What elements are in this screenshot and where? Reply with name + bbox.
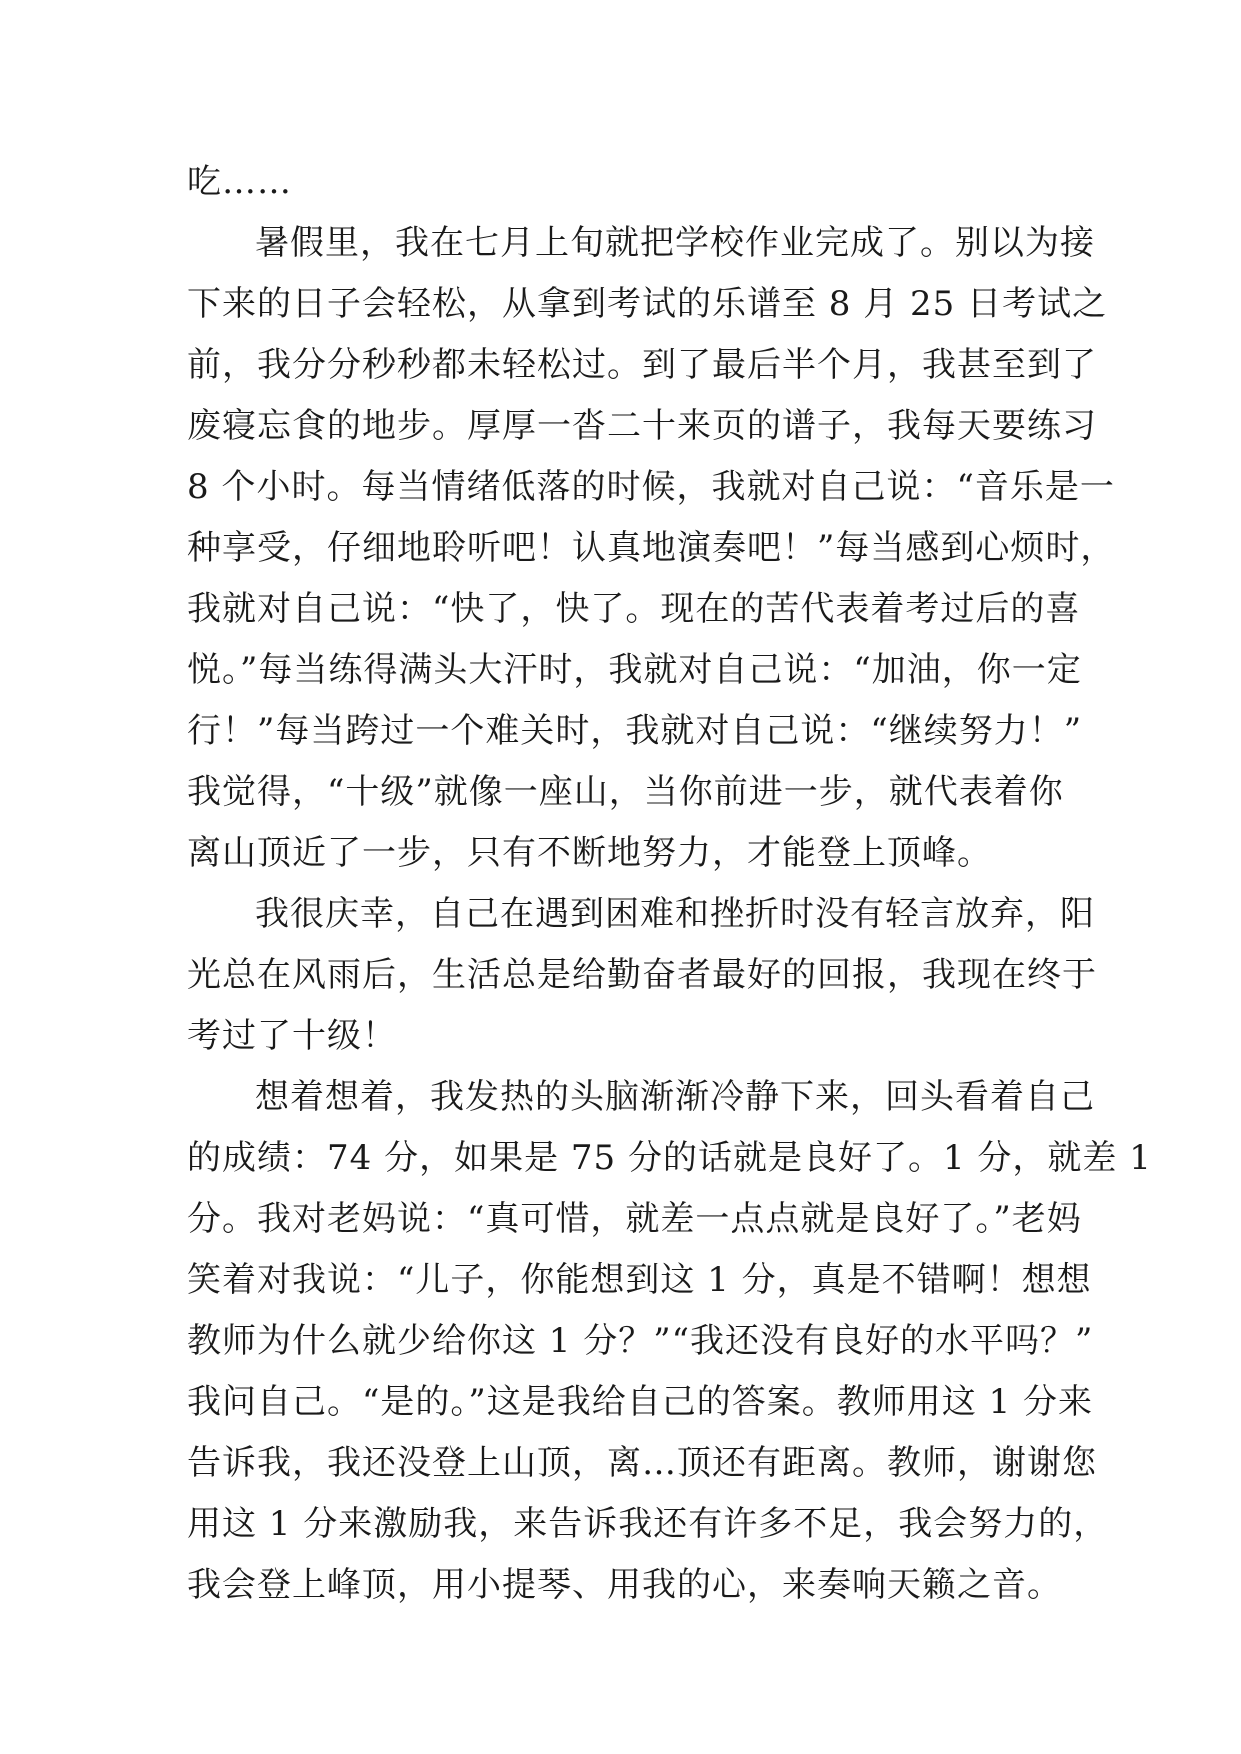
text-line: 教师为什么就少给你这 1 分？”“我还没有良好的水平吗？” [187, 1321, 1094, 1361]
text-line: 分。我对老妈说：“真可惜，就差一点点就是良好了。”老妈 [187, 1199, 1082, 1239]
text-line: 离山顶近了一步，只有不断地努力，才能登上顶峰。 [187, 833, 992, 873]
paragraph-start-line: 暑假里，我在七月上旬就把学校作业完成了。别以为接 [255, 223, 1095, 263]
text-line: 种享受，仔细地聆听吧！认真地演奏吧！”每当感到心烦时， [187, 528, 1116, 568]
text-line: 我觉得，“十级”就像一座山，当你前进一步，就代表着你 [187, 772, 1064, 812]
text-line: 用这 1 分来激励我，来告诉我还有许多不足，我会努力的， [187, 1504, 1109, 1544]
text-line: 悦。”每当练得满头大汗时，我就对自己说：“加油，你一定 [187, 650, 1082, 690]
text-line: 8 个小时。每当情绪低落的时候，我就对自己说：“音乐是一 [187, 467, 1115, 507]
text-line: 行！”每当跨过一个难关时，我就对自己说：“继续努力！” [187, 711, 1083, 751]
document-body [187, 152, 1152, 1616]
text-line: 光总在风雨后，生活总是给勤奋者最好的回报，我现在终于 [187, 955, 1097, 995]
text-line: 我就对自己说：“快了，快了。现在的苦代表着考过后的喜 [187, 589, 1081, 629]
text-line: 我问自己。“是的。”这是我给自己的答案。教师用这 1 分来 [187, 1382, 1094, 1422]
paragraph-start-line: 我很庆幸，自己在遇到困难和挫折时没有轻言放弃，阳 [255, 894, 1095, 934]
text-line: 废寝忘食的地步。厚厚一沓二十来页的谱子，我每天要练习 [187, 406, 1097, 446]
text-line: 考过了十级！ [187, 1016, 397, 1056]
text-line: 的成绩：74 分，如果是 75 分的话就是良好了。1 分，就差 1 [187, 1138, 1152, 1178]
text-line: 吃…… [187, 162, 292, 202]
text-line: 前，我分分秒秒都未轻松过。到了最后半个月，我甚至到了 [187, 345, 1097, 385]
text-line: 我会登上峰顶，用小提琴、用我的心，来奏响天籁之音。 [187, 1565, 1062, 1605]
text-line: 笑着对我说：“儿子，你能想到这 1 分，真是不错啊！想想 [187, 1260, 1092, 1300]
text-line: 告诉我，我还没登上山顶，离…顶还有距离。教师，谢谢您 [187, 1443, 1097, 1483]
paragraph-start-line: 想着想着，我发热的头脑渐渐冷静下来，回头看着自己 [255, 1077, 1095, 1117]
text-line: 下来的日子会轻松，从拿到考试的乐谱至 8 月 25 日考试之 [187, 284, 1108, 324]
